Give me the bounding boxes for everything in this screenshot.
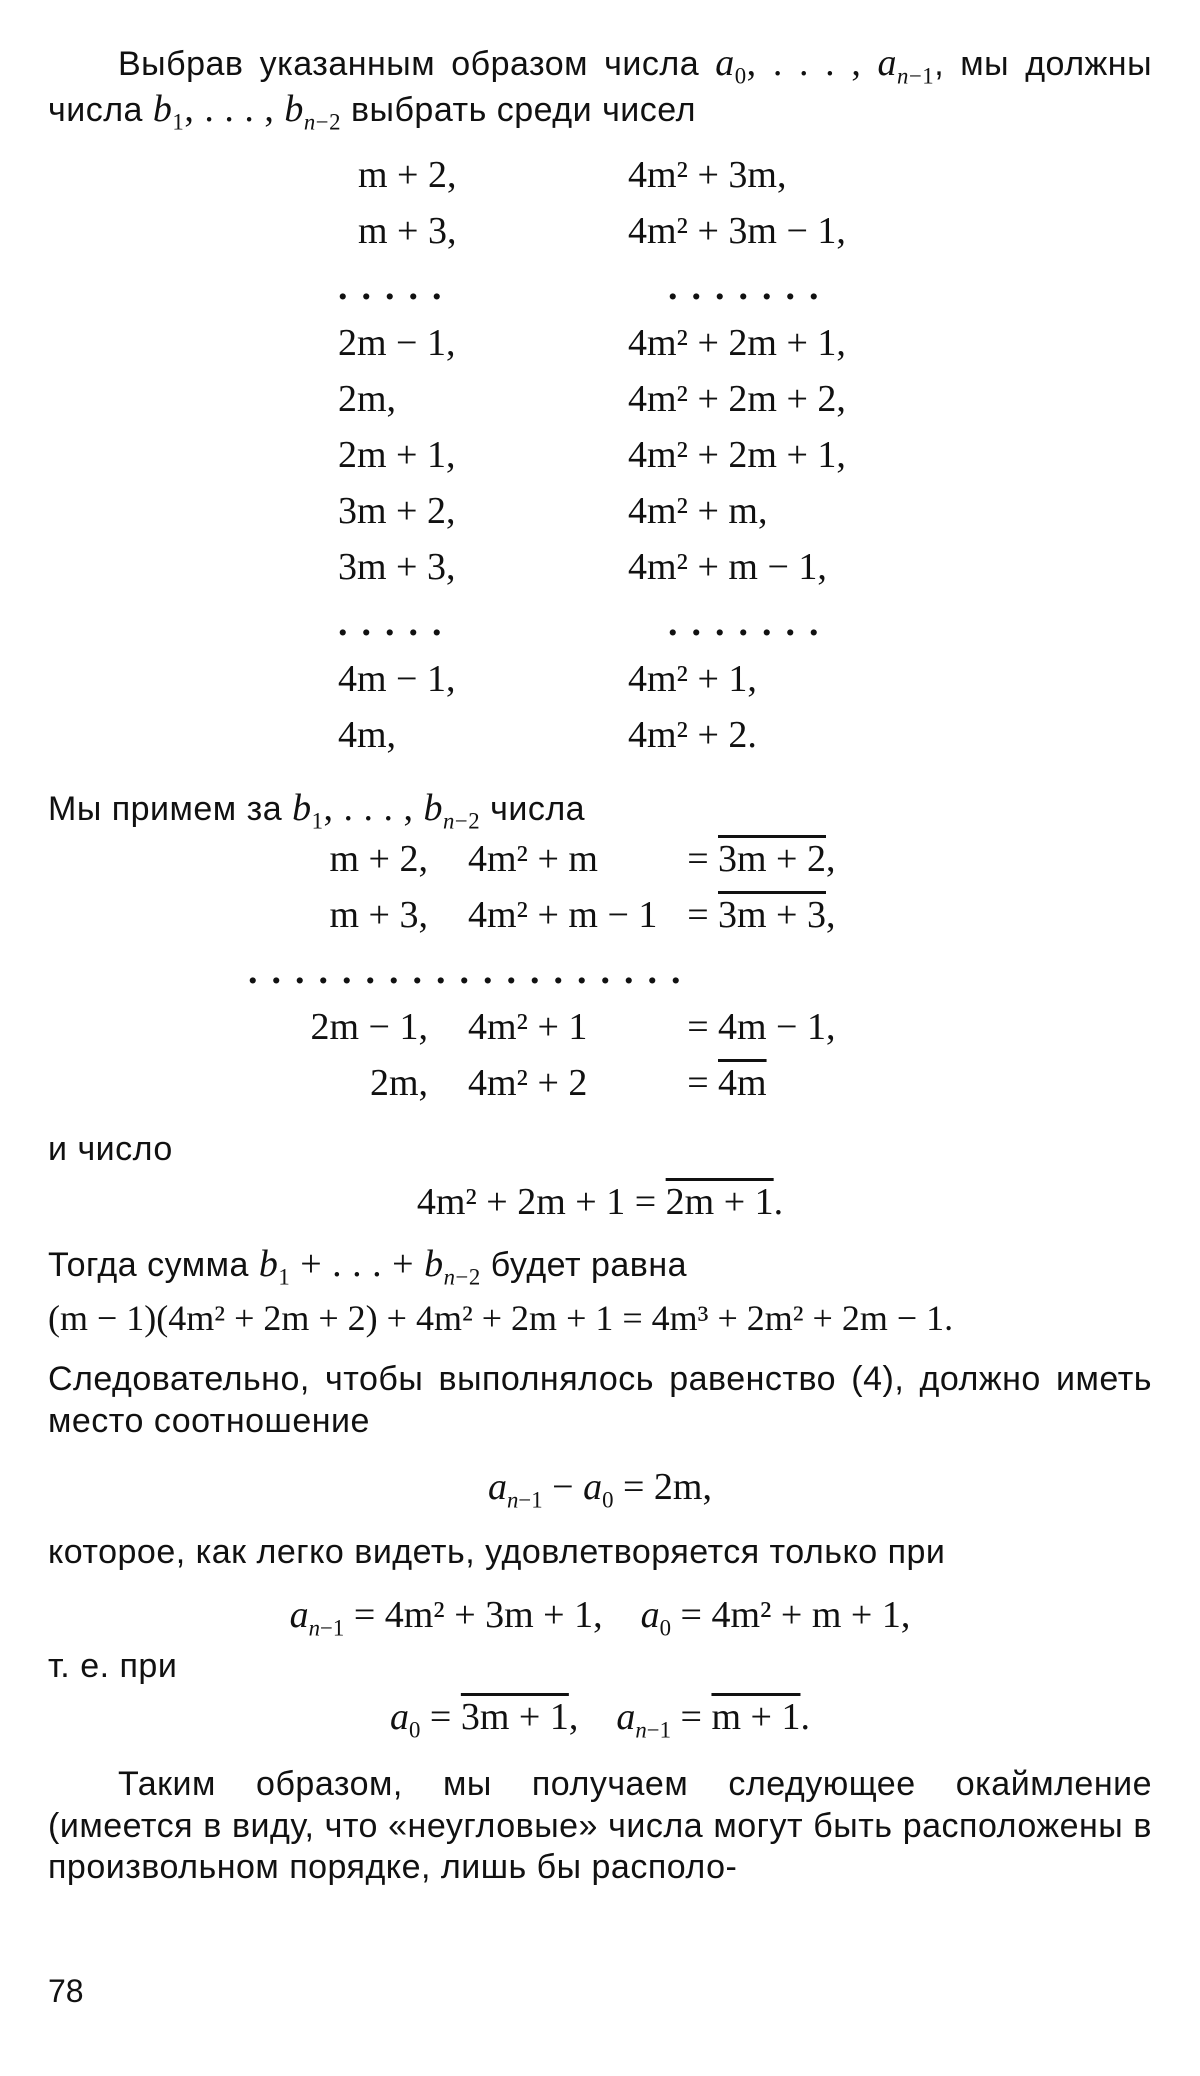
table-row [338,483,846,539]
math-b-range: $b_1$, . . . , $b_{n-2}$ [292,786,481,834]
table-row [338,203,846,259]
text: Следовательно, чтобы выполнялось равенство (4), должно иметь место соотношение [48,1360,1152,1440]
table-row [338,707,846,763]
text: будет равна [490,1245,688,1284]
table-cell: 4m − 1, [338,657,456,700]
page-content [48,40,1152,1889]
table-cell [718,999,836,1055]
table-cell: 4m² + 1 [468,1005,588,1048]
paragraph-choice [48,785,1152,834]
text: Выбрав указанным образом числа [118,45,700,83]
table-cell: 4m, [338,713,397,756]
text: т. е. при [48,1647,178,1686]
table-cell: 4m² + 3m, [628,153,787,196]
table-cell [718,887,836,943]
table-row [338,651,846,707]
table-cell: = [687,893,709,936]
paragraph-intro [48,40,1152,133]
text: которое, как легко видеть, удовлетворяется только при [48,1533,946,1572]
overlined-value: m + 1 [711,1695,801,1738]
table-cell: ................... [248,949,695,992]
punct: , [826,1005,836,1048]
overlined-value: 2m + 1 [665,1180,774,1223]
punct: , [826,837,836,880]
table-cell: 4m² + m, [628,489,768,532]
table-cell: 4m² + 2 [468,1061,588,1104]
table-cell: ....... [668,601,833,644]
equation-4: $a_{n-1} = 4m^2 + 3m + 1$, $a_0 = 4m^2 + m + 1$, [289,1593,911,1641]
text: числа [48,91,143,130]
table-cell: m + 3, [329,893,428,936]
text: и число [48,1130,173,1169]
table-cell: 2m, [369,1061,428,1104]
text: , мы должны [934,45,1153,83]
paragraph-thus [48,1764,1152,1888]
table-row [248,887,836,943]
table-cell: 4m² + 1, [628,657,757,700]
table-cell: 4m² + 2m + 2, [628,377,846,420]
eq-part: = 4m² + 3m + 1, [353,1593,603,1636]
table-cell: 4m² + m [468,837,598,880]
table-cell: 4m² + 3m − 1, [628,209,846,252]
paragraph-ie [48,1646,1152,1687]
table-row [338,595,846,651]
table-cell: 4m² + 2. [628,713,757,756]
table-cell [718,831,836,887]
equation-3: $a_{n-1} - a_0 = 2m$, [487,1466,712,1513]
table-row [338,427,846,483]
eq-left: 4m² + 2m + 1 = [416,1180,657,1223]
table-row [338,259,846,315]
candidates-table [338,147,846,763]
text: Таким образом, мы получаем следующее окаймление (имеется в виду, что «неугловые» числа могут быть расположены в произвольном порядке, лишь бы располо- [48,1765,1152,1887]
table-cell: = [687,837,709,880]
table-cell: 2m − 1, [338,321,456,364]
table-cell: 4m² + 2m + 1, [628,321,846,364]
overlined-value: 4m [718,1061,767,1104]
table-cell: ..... [338,601,456,644]
table-cell: ..... [338,265,456,308]
equation-5: $a_0 = 3m + 1$, $a_{n-1} = m + 1$. [390,1695,810,1743]
table-cell: ....... [668,265,833,308]
math-sum: $b_1$ + . . . + $b_{n-2}$ [258,1242,481,1290]
table-cell: m + 3, [358,209,457,252]
table-cell: 2m − 1, [310,1005,428,1048]
math-a-range: $a_0$, . . . , $a_{n-1}$ [715,42,935,89]
table-cell: 3m + 2, [338,489,456,532]
overlined-value: 3m + 2 [718,837,826,880]
table-row [248,831,836,887]
eq-right: = 2m, [623,1466,712,1509]
table-cell: m + 2, [329,837,428,880]
table-cell [718,1055,836,1111]
page-number: 78 [48,1973,84,2009]
text: Мы примем за [48,789,283,828]
table-row [248,943,836,999]
table-cell: = [687,1061,709,1104]
table-cell: 4m² + m − 1 [468,893,658,936]
table-row [248,1055,836,1111]
table-cell: 2m + 1, [338,433,456,476]
punct: , [826,893,836,936]
table-row [338,539,846,595]
chosen-table [248,831,836,1111]
math-b-range: $b_1$, . . . , $b_{n-2}$ [152,88,341,135]
paragraph-which [48,1532,1152,1573]
paragraph-sum [48,1241,1152,1290]
overlined-value: 3m + 1 [460,1695,569,1738]
overlined-value: 3m + 3 [718,893,826,936]
value: 4m − 1 [718,1005,826,1048]
equation-1 [48,1179,1152,1225]
eq-part: = 4m² + m + 1, [680,1593,911,1636]
table-cell: m + 2, [358,153,457,196]
table-row [248,999,836,1055]
punct: . [800,1695,810,1738]
punct: . [773,1180,784,1223]
text: числа [490,789,586,828]
paragraph-consequently [48,1359,1152,1442]
table-row [338,315,846,371]
text: Тогда сумма [48,1245,249,1284]
table-cell: 3m + 3, [338,545,456,588]
table-cell: 4m² + m − 1, [628,545,827,588]
table-cell: = [687,1005,709,1048]
table-row [338,371,846,427]
table-cell: 2m, [338,377,397,420]
paragraph-and-number [48,1129,1152,1170]
table-cell: 4m² + 2m + 1, [628,433,846,476]
table-row [338,147,846,203]
text: выбрать среди чисел [350,91,696,130]
equation-2 [48,1297,1152,1341]
eq-text: (m − 1)(4m² + 2m + 2) + 4m² + 2m + 1 = 4m³ + 2m² + 2m − 1. [48,1298,954,1339]
